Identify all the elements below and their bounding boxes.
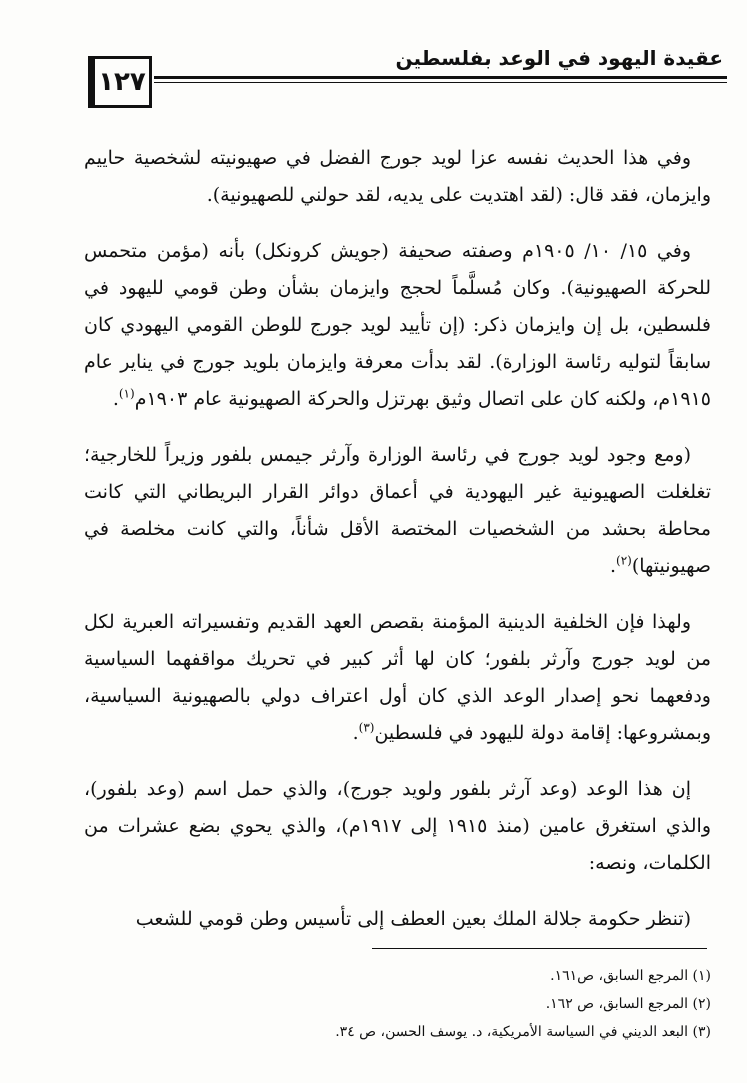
- paragraph-4: ولهذا فإن الخلفية الدينية المؤمنة بقصص العهد القديم وتفسيراته العبرية لكل من لويد جورج وآرثر بلفور؛ كان لها أثر كبير في تحريك مواقفهما السياسية ودفعهما نحو إصدار الوعد الذي كان أول اعتراف دولي بالصهيونية السياسية، وبمشروعها: إقامة دولة لليهود في فلسطين$^{(٣)}$.: [84, 611, 711, 744]
- paragraph-1: وفي هذا الحديث نفسه عزا لويد جورج الفضل في صهيونيته لشخصية حاييم وايزمان، فقد قال: (لقد اهتديت على يديه، لقد حولني للصهيونية).: [84, 147, 711, 206]
- header-rule-thin: [154, 82, 727, 83]
- footnote-ref-2: (٢): [616, 553, 632, 568]
- paragraph-2: وفي ١٥/ ١٠/ ١٩٠٥م وصفته صحيفة (جويش كرونكل) بأنه (مؤمن متحمس للحركة الصهيونية). وكان مُسلَّماً لحجج وايزمان بشأن وطن قومي لليهود في فلسطين، بل إن وايزمان ذكر: (إن تأييد لويد جورج للوطن القومي اليهودي كان سابقاً لتوليه رئاسة الوزارة). لقد بدأت معرفة وايزمان بلويد جورج في يناير عام ١٩١٥م، ولكنه كان على اتصال وثيق بهرتزل والحركة الصهيونية عام ١٩٠٣م$^{(١)}$.: [84, 240, 711, 410]
- footnote-1: (١) المرجع السابق، ص١٦١.: [550, 968, 711, 984]
- footnotes: [84, 962, 711, 1046]
- book-title: عقيدة اليهود في الوعد بفلسطين: [395, 46, 723, 70]
- footnote-2: (٢) المرجع السابق، ص ١٦٢.: [545, 996, 711, 1012]
- paragraph-5: إن هذا الوعد (وعد آرثر بلفور ولويد جورج)، والذي حمل اسم (وعد بلفور)، والذي استغرق عامين (منذ ١٩١٥ إلى ١٩١٧م)، والذي يحوي بضع عشرات من الكلمات، ونصه:: [84, 778, 711, 874]
- page-number: ١٢٧: [88, 56, 152, 108]
- footnote-ref-3: (٣): [358, 720, 375, 735]
- footnote-3: (٣) البعد الديني في السياسة الأمريكية، د. يوسف الحسن، ص ٣٤.: [335, 1024, 711, 1040]
- body-text: [84, 140, 711, 938]
- page-header: [88, 38, 727, 110]
- footnote-ref-1: (١): [118, 386, 135, 401]
- paragraph-6: (تنظر حكومة جلالة الملك بعين العطف إلى تأسيس وطن قومي للشعب: [135, 908, 691, 930]
- header-rule-thick: [154, 76, 727, 79]
- footnote-divider: [372, 948, 707, 949]
- paragraph-3: (ومع وجود لويد جورج في رئاسة الوزارة وآرثر جيمس بلفور وزيراً للخارجية؛ تغلغلت الصهيونية غير اليهودية في أعماق دوائر القرار البريطاني التي كانت محاطة بحشد من الشخصيات المختصة الأقل شأناً، والتي كانت مخلصة في صهيونيتها)$^{(٢)}$.: [84, 444, 711, 577]
